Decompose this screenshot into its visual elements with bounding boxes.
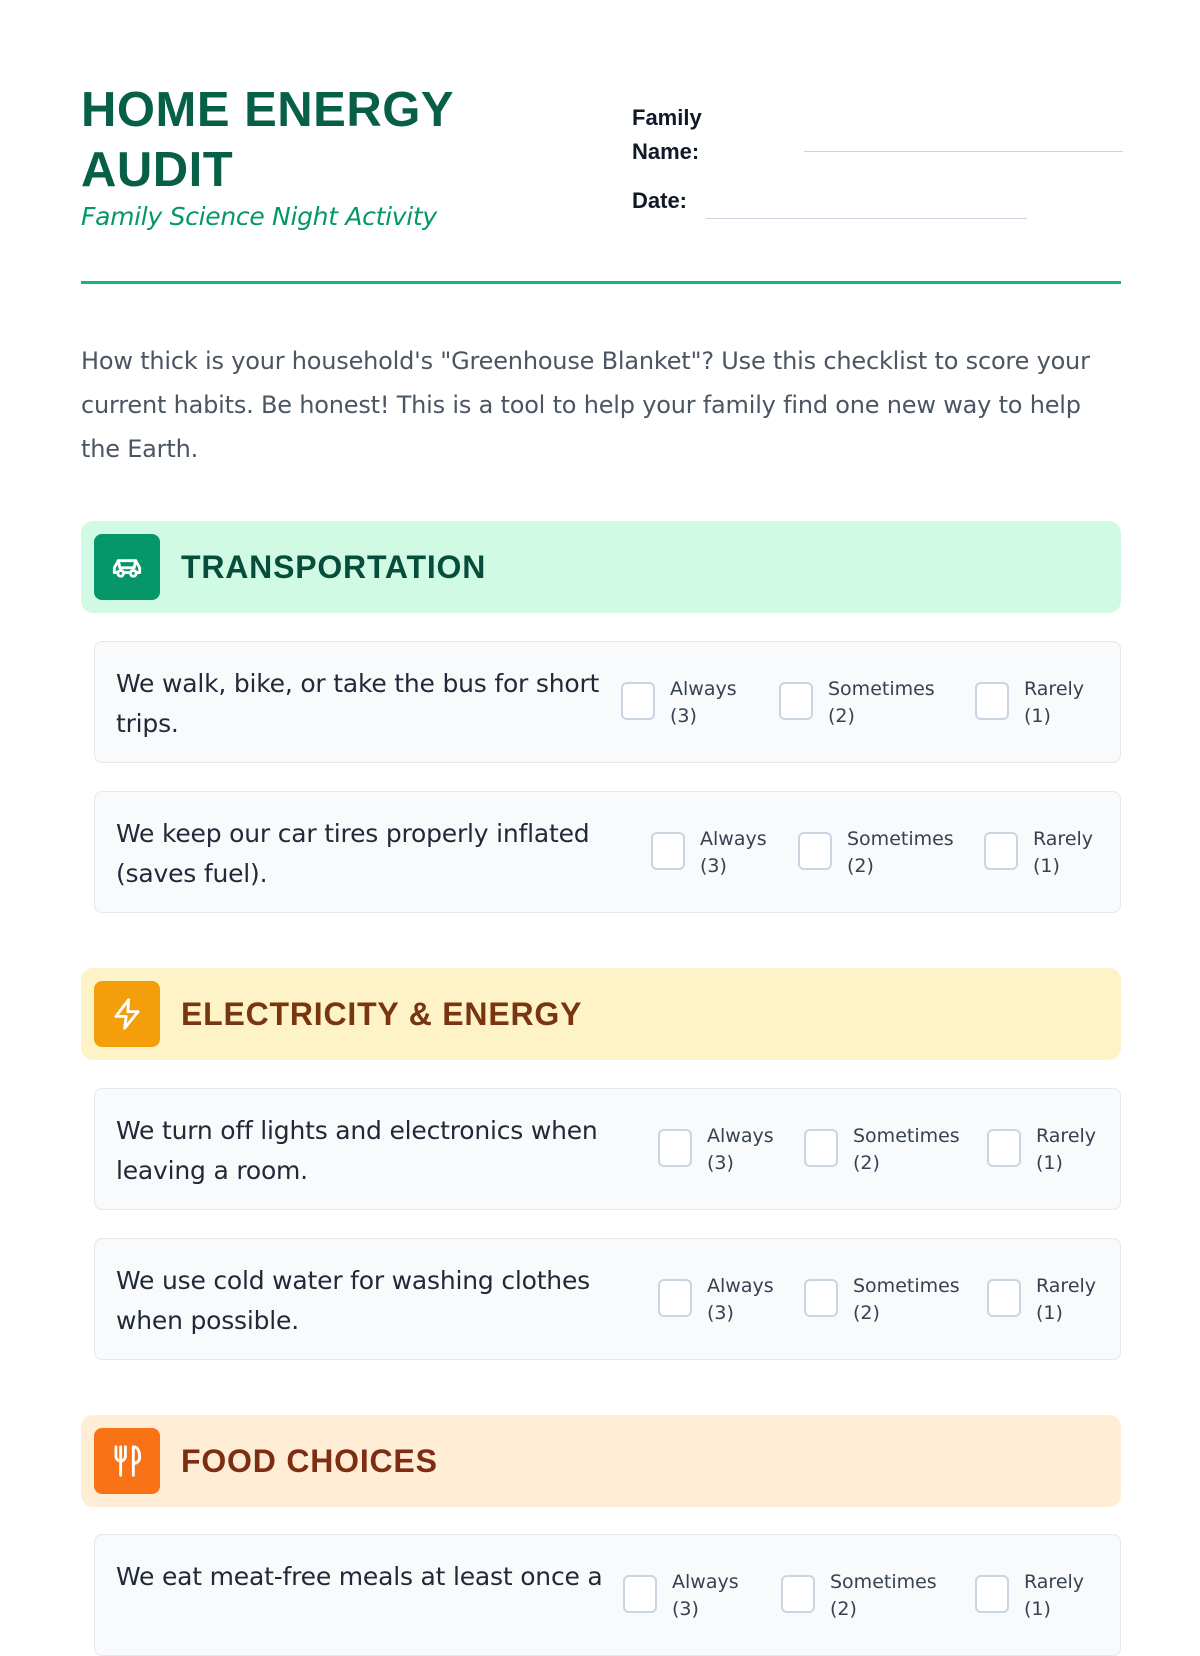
option-sometimes[interactable]: [804, 1123, 960, 1177]
checklist-item: [94, 1534, 1121, 1656]
checklist-item: [94, 641, 1121, 763]
date-label: Date:: [632, 188, 688, 213]
page-subtitle: Family Science Night Activity: [81, 202, 437, 231]
option-label: [1024, 676, 1084, 730]
option-label: [1036, 1273, 1096, 1327]
option-points: (3): [670, 705, 697, 727]
option-always[interactable]: [658, 1123, 774, 1177]
checklist-item: [94, 1238, 1121, 1360]
checkbox[interactable]: [798, 832, 832, 870]
item-text: We walk, bike, or take the bus for short trips.: [116, 669, 600, 738]
option-always[interactable]: [651, 826, 767, 880]
item-text: We eat meat-free meals at least once a: [116, 1562, 603, 1591]
option-always[interactable]: [621, 676, 737, 730]
option-label: [670, 676, 737, 730]
option-label: [700, 826, 767, 880]
checkbox[interactable]: [651, 832, 685, 870]
checkbox[interactable]: [623, 1575, 657, 1613]
option-label: [1033, 826, 1093, 880]
option-label: [707, 1273, 774, 1327]
lightning-icon: [94, 981, 160, 1047]
option-always[interactable]: [623, 1569, 739, 1623]
option-label-text: Rarely: [1024, 678, 1085, 700]
option-label-text: Sometimes: [830, 1571, 937, 1593]
date-field[interactable]: [706, 218, 1027, 219]
option-points: (1): [1036, 1152, 1063, 1174]
option-points: (1): [1024, 1598, 1051, 1620]
checkbox[interactable]: [621, 682, 655, 720]
option-label-text: Sometimes: [828, 678, 935, 700]
option-label: [853, 1123, 960, 1177]
option-sometimes[interactable]: [798, 826, 954, 880]
item-text: We use cold water for washing clothes when possible.: [116, 1266, 590, 1335]
option-label-text: Sometimes: [853, 1275, 960, 1297]
option-points: (2): [853, 1302, 880, 1324]
option-label-text: Rarely: [1036, 1275, 1097, 1297]
utensils-icon: [94, 1428, 160, 1494]
option-label-text: Always: [707, 1125, 774, 1147]
option-sometimes[interactable]: [781, 1569, 937, 1623]
option-sometimes[interactable]: [779, 676, 935, 730]
option-label: [847, 826, 954, 880]
option-points: (1): [1024, 705, 1051, 727]
option-label-text: Always: [707, 1275, 774, 1297]
checkbox[interactable]: [658, 1129, 692, 1167]
option-label-text: Rarely: [1036, 1125, 1097, 1147]
option-label: [830, 1569, 937, 1623]
option-label-text: Always: [670, 678, 737, 700]
option-label: [853, 1273, 960, 1327]
option-label-text: Rarely: [1033, 828, 1094, 850]
option-points: (2): [828, 705, 855, 727]
option-rarely[interactable]: [975, 1569, 1084, 1623]
option-points: (2): [830, 1598, 857, 1620]
option-rarely[interactable]: [987, 1273, 1096, 1327]
intro-text: How thick is your household's "Greenhouse Blanket"? Use this checklist to score your current habits. Be honest! This is a tool to help your family find one new way to help the Earth.: [81, 347, 1090, 463]
checkbox[interactable]: [804, 1129, 838, 1167]
option-points: (1): [1036, 1302, 1063, 1324]
checkbox[interactable]: [987, 1279, 1021, 1317]
option-label: [672, 1569, 739, 1623]
checkbox[interactable]: [779, 682, 813, 720]
checkbox[interactable]: [975, 1575, 1009, 1613]
option-points: (3): [707, 1152, 734, 1174]
section-title: ELECTRICITY & ENERGY: [181, 995, 583, 1032]
option-points: (3): [672, 1598, 699, 1620]
option-points: (2): [847, 855, 874, 877]
checkbox[interactable]: [804, 1279, 838, 1317]
section-header-electricity: [81, 968, 1121, 1060]
option-points: (3): [700, 855, 727, 877]
option-points: (1): [1033, 855, 1060, 877]
option-rarely[interactable]: [975, 676, 1084, 730]
option-always[interactable]: [658, 1273, 774, 1327]
checkbox[interactable]: [987, 1129, 1021, 1167]
checkbox[interactable]: [658, 1279, 692, 1317]
checkbox[interactable]: [975, 682, 1009, 720]
checklist-item: [94, 1088, 1121, 1210]
checklist-item: [94, 791, 1121, 913]
section-title: TRANSPORTATION: [181, 548, 487, 585]
section-title: FOOD CHOICES: [181, 1442, 438, 1479]
page-header: [81, 80, 1121, 284]
option-label: [1036, 1123, 1096, 1177]
option-rarely[interactable]: [984, 826, 1093, 880]
section-header-food: [81, 1415, 1121, 1507]
option-points: (2): [853, 1152, 880, 1174]
page-title: HOME ENERGY AUDIT: [81, 83, 454, 197]
section-header-transportation: [81, 521, 1121, 613]
option-label: [707, 1123, 774, 1177]
checkbox[interactable]: [984, 832, 1018, 870]
option-label: [1024, 1569, 1084, 1623]
option-label-text: Always: [700, 828, 767, 850]
option-label-text: Sometimes: [847, 828, 954, 850]
option-rarely[interactable]: [987, 1123, 1096, 1177]
checkbox[interactable]: [781, 1575, 815, 1613]
item-text: We turn off lights and electronics when leaving a room.: [116, 1116, 598, 1185]
option-label-text: Rarely: [1024, 1571, 1085, 1593]
option-label-text: Always: [672, 1571, 739, 1593]
car-icon: [94, 534, 160, 600]
family-name-label-line1: Family: [632, 105, 702, 130]
family-name-label: [632, 101, 702, 169]
family-name-label-line2: Name:: [632, 139, 700, 164]
family-name-field[interactable]: [804, 151, 1123, 152]
option-label: [828, 676, 935, 730]
option-label-text: Sometimes: [853, 1125, 960, 1147]
option-points: (3): [707, 1302, 734, 1324]
option-sometimes[interactable]: [804, 1273, 960, 1327]
item-text: We keep our car tires properly inflated (saves fuel).: [116, 819, 590, 888]
